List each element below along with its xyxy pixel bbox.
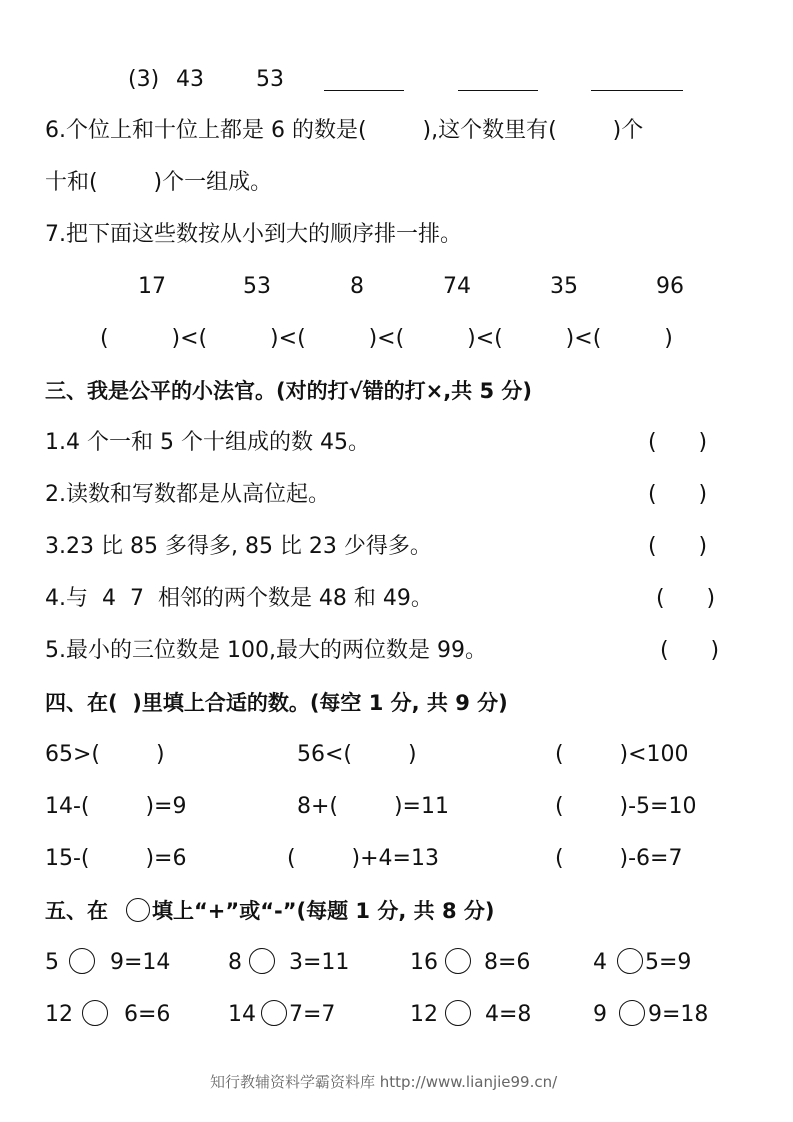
q7-number: 96 (656, 274, 684, 299)
answer-blank[interactable] (458, 90, 538, 91)
section-5-heading-post: 填上“+”或“-”(每题 1 分, 共 8 分) (152, 899, 495, 923)
judge-item-paren[interactable]: ( ) (648, 482, 708, 507)
op-left-number: 12 (45, 1002, 73, 1027)
fill-in-expression[interactable]: ( )-6=7 (555, 846, 683, 871)
fill-in-expression[interactable]: 8+( )=11 (297, 794, 449, 819)
op-left-number: 16 (410, 950, 438, 975)
op-left-number: 14 (228, 1002, 256, 1027)
fill-in-expression[interactable]: ( )-5=10 (555, 794, 697, 819)
q7-number: 17 (138, 274, 166, 299)
op-right-expression: 9=14 (110, 950, 171, 975)
answer-blank[interactable] (324, 90, 404, 91)
fill-in-expression[interactable]: 65>( ) (45, 742, 165, 767)
q5-3-number-b: 53 (256, 67, 284, 92)
section-5-heading-pre: 五、在 (45, 899, 108, 923)
judge-item-text: 5.最小的三位数是 100,最大的两位数是 99。 (45, 638, 487, 663)
q5-3-label: (3) (128, 67, 160, 92)
op-left-number: 4 (593, 950, 607, 975)
operator-circle[interactable] (249, 948, 275, 974)
operator-circle[interactable] (261, 1000, 287, 1026)
fill-in-expression[interactable]: 56<( ) (297, 742, 417, 767)
heading-circle-icon (126, 898, 150, 922)
judge-item-text: 2.读数和写数都是从高位起。 (45, 482, 330, 507)
judge-item-text: 3.23 比 85 多得多, 85 比 23 少得多。 (45, 534, 432, 559)
operator-circle[interactable] (445, 948, 471, 974)
op-left-number: 12 (410, 1002, 438, 1027)
operator-circle[interactable] (69, 948, 95, 974)
q7-answer-line: ( )<( )<( )<( )<( )<( ) (100, 326, 673, 351)
op-right-expression: 8=6 (484, 950, 531, 975)
fill-in-expression[interactable]: ( )<100 (555, 742, 689, 767)
operator-circle[interactable] (617, 948, 643, 974)
op-right-expression: 9=18 (648, 1002, 709, 1027)
footer-watermark: 知行教辅资料学霸资料库 http://www.lianjie99.cn/ (210, 1073, 558, 1091)
q7-line: 7.把下面这些数按从小到大的顺序排一排。 (45, 222, 462, 247)
q5-3-number-a: 43 (176, 67, 204, 92)
section-4-heading: 四、在( )里填上合适的数。(每空 1 分, 共 9 分) (45, 691, 508, 715)
q7-number: 53 (243, 274, 271, 299)
q7-number: 35 (550, 274, 578, 299)
op-left-number: 8 (228, 950, 242, 975)
judge-item-paren[interactable]: ( ) (656, 586, 716, 611)
judge-item-paren[interactable]: ( ) (648, 430, 708, 455)
op-left-number: 9 (593, 1002, 607, 1027)
operator-circle[interactable] (445, 1000, 471, 1026)
operator-circle[interactable] (619, 1000, 645, 1026)
section-3-heading: 三、我是公平的小法官。(对的打√错的打×,共 5 分) (45, 379, 533, 403)
judge-item-text: 1.4 个一和 5 个十组成的数 45。 (45, 430, 370, 455)
op-left-number: 5 (45, 950, 59, 975)
op-right-expression: 3=11 (289, 950, 350, 975)
op-right-expression: 7=7 (289, 1002, 336, 1027)
operator-circle[interactable] (82, 1000, 108, 1026)
op-right-expression: 6=6 (124, 1002, 171, 1027)
answer-blank[interactable] (591, 90, 683, 91)
q7-number: 74 (443, 274, 471, 299)
q6-line-1: 6.个位上和十位上都是 6 的数是( ),这个数里有( )个 (45, 118, 644, 143)
op-right-expression: 4=8 (485, 1002, 532, 1027)
q6-line-2: 十和( )个一组成。 (45, 170, 273, 195)
judge-item-paren[interactable]: ( ) (648, 534, 708, 559)
op-right-expression: 5=9 (645, 950, 692, 975)
fill-in-expression[interactable]: 14-( )=9 (45, 794, 187, 819)
fill-in-expression[interactable]: 15-( )=6 (45, 846, 187, 871)
fill-in-expression[interactable]: ( )+4=13 (287, 846, 439, 871)
judge-item-paren[interactable]: ( ) (660, 638, 720, 663)
judge-item-text: 4.与 4 7 相邻的两个数是 48 和 49。 (45, 586, 433, 611)
q7-number: 8 (350, 274, 364, 299)
